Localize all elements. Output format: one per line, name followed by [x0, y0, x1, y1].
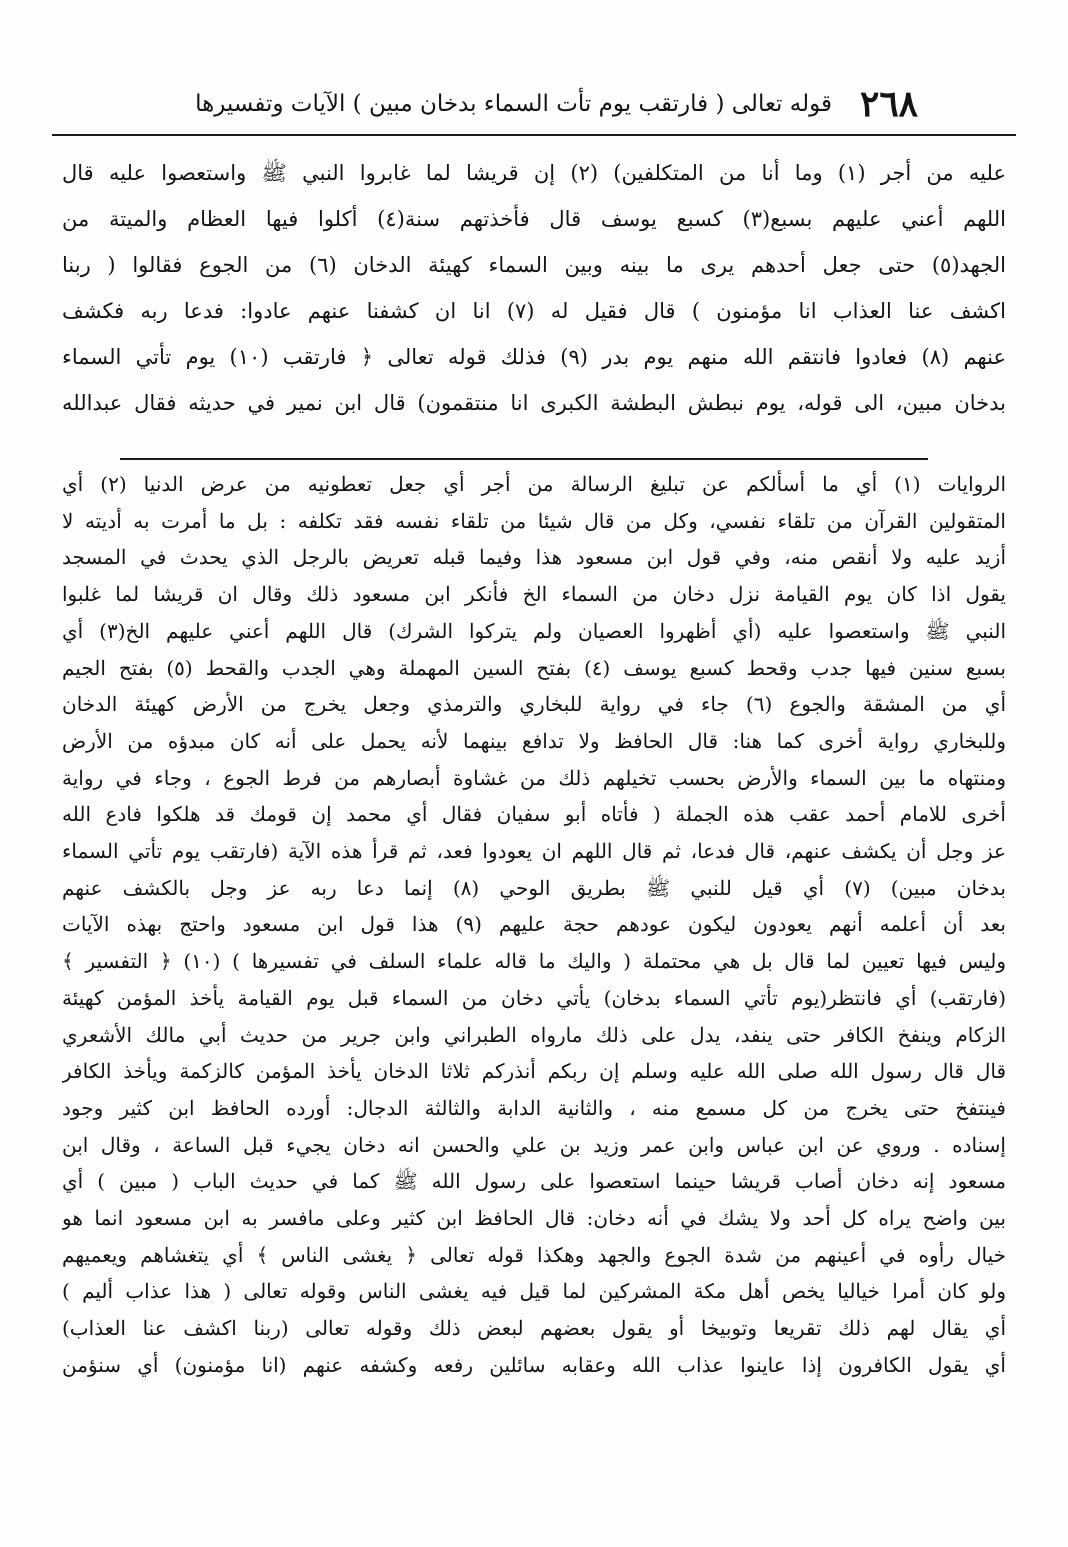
- commentary-line: المتقولين القرآن من تلقاء نفسي، وكل من قال شيئا من تلقاء نفسه فقد تكلفه : بل ما أمرت به أديته لا: [62, 508, 1006, 533]
- commentary-line: بعد أن أعلمه أنهم يعودون ليكون عودهم حجة عليهم (٩) هذا قول ابن مسعود واحتج بهذه الآيات: [62, 912, 1006, 937]
- commentary-line: أخرى للامام أحمد عقب هذه الجملة ( فأتاه أبو سفيان فقال أي محمد إن قومك قد هلكوا فادع الله: [62, 802, 1006, 827]
- commentary-line: بين واضح يراه كل أحد ولا يشك في أنه دخان: قال الحافظ ابن كثير وعلى مافسر به ابن مسعود انما هو: [62, 1206, 1006, 1231]
- hadith-line: بدخان مبين، الى قوله، يوم نبطش البطشة الكبرى انا منتقمون) قال ابن نمير في حديثه فقال عبدالله: [62, 391, 1006, 415]
- commentary-line: بدخان مبين) (٧) أي قيل للنبي ﷺ بطريق الوحي (٨) إنما دعا ربه عز وجل بالكشف عنهم: [62, 875, 1006, 900]
- commentary-line: قال قال رسول الله صلى الله عليه وسلم إن ربكم أنذركم ثلاثا الدخان يأخذ المؤمن كالزكمة ويأخذ الكافر: [62, 1059, 1006, 1084]
- commentary-text: [62, 466, 1006, 1384]
- running-title: قوله تعالى ( فارتقب يوم تأت السماء بدخان مبين ) الآيات وتفسيرها: [195, 91, 832, 117]
- commentary-line: مسعود إنه دخان أصاب قريشا حينما استعصوا على رسول الله ﷺ كما في حديث الباب ( مبين ) أي: [62, 1169, 1006, 1194]
- footnote-separator: [120, 458, 928, 460]
- commentary-line: عز وجل أن يكشف عنهم، قال فدعا، ثم قال اللهم ان يعودوا فعد، ثم قرأ هذه الآية (فارتقب يوم تأتي السماء: [62, 839, 1006, 864]
- hadith-line: اللهم أعني عليهم بسبع(٣) كسبع يوسف قال فأخذتهم سنة(٤) أكلوا فيها العظام والميتة من: [62, 207, 1006, 231]
- commentary-line: النبي ﷺ واستعصوا عليه (أي أظهروا العصيان ولم يتركوا الشرك) قال اللهم أعني عليهم الخ(٣) أي: [62, 618, 1006, 643]
- hadith-line: عنهم (٨) فعادوا فانتقم الله منهم يوم بدر (٩) فذلك قوله تعالى ﴿ فارتقب (١٠) يوم تأتي السماء: [62, 345, 1006, 369]
- commentary-line: الزكام وينفخ الكافر حتى ينفد، يدل على ذلك مارواه الطبراني وابن جرير من حديث أبي مالك الأشعري: [62, 1022, 1006, 1047]
- commentary-line: يقول اذا كان يوم القيامة نزل دخان من السماء الخ فأنكر ابن مسعود ذلك وقال ان قريشا لما غلبوا: [62, 582, 1006, 607]
- page-number: ٢٦٨: [859, 83, 918, 125]
- page-header: [150, 82, 918, 126]
- commentary-line: أي من المشقة والجوع (٦) جاء في رواية للبخاري والترمذي وجعل يخرج من الأرض كهيئة الدخان: [62, 692, 1006, 717]
- commentary-line: ومنتهاه ما بين السماء والأرض بحسب تخيلهم ذلك من غشاوة أبصارهم من فرط الجوع ، وجاء في رواية: [62, 765, 1006, 790]
- commentary-line: أزيد عليه ولا أنقص منه، وفي قول ابن مسعود هذا وفيما قبله تعريض بالرجل الذي يحدث في المسجد: [62, 545, 1006, 570]
- commentary-line: أي يقال لهم ذلك تقريعا وتوبيخا أو يقول بعضهم لبعض ذلك وقوله تعالى (ربنا اكشف عنا العذاب): [62, 1316, 1006, 1341]
- commentary-line: فينتفخ حتى يخرج من كل مسمع منه ، والثانية الدابة والثالثة الدجال: أورده الحافظ ابن كثير وجود: [62, 1095, 1006, 1120]
- commentary-line: بسبع سنين فيها جدب وقحط كسبع يوسف (٤) بفتح السين المهملة وهي الجدب والقحط (٥) بفتح الجيم: [62, 655, 1006, 680]
- hadith-line: عليه من أجر (١) وما أنا من المتكلفين) (٢) إن قريشا لما غابروا النبي ﷺ واستعصوا عليه قال: [62, 161, 1006, 185]
- commentary-line: أي يقول الكافرون إذا عاينوا عذاب الله وعقابه سائلين رفعه وكشفه عنهم (انا مؤمنون) أي سنؤمن: [62, 1352, 1006, 1377]
- commentary-line: خيال رأوه في أعينهم من شدة الجوع والجهد وهكذا قوله تعالى ﴿ يغشى الناس ﴾ أي يتغشاهم ويعميهم: [62, 1242, 1006, 1267]
- commentary-line: الروايات (١) أي ما أسألكم عن تبليغ الرسالة من أجر أي جعل تعطونيه من عرض الدنيا (٢) أي: [62, 472, 1006, 496]
- commentary-line: (فارتقب) أي فانتظر(يوم تأتي السماء بدخان) يأتي دخان من السماء قبل يوم القيامة يأخذ المؤمن كهيئة: [62, 985, 1006, 1010]
- header-rule: [52, 134, 1016, 136]
- commentary-line: وليس فيها تعيين لما قال بل هي محتملة ( واليك ما قاله علماء السلف في تفسيرها ) (١٠) ﴿ التفسير ﴾: [62, 949, 1006, 974]
- commentary-line: إسناده . وروي عن ابن عباس وابن عمر وزيد بن علي والحسن انه دخان يجيء قبل الساعة ، وقال ابن: [62, 1132, 1006, 1157]
- hadith-line: اكشف عنا العذاب انا مؤمنون ) قال فقيل له (٧) انا ان كشفنا عنهم عادوا: فدعا ربه فكشف: [62, 299, 1006, 323]
- hadith-line: الجهد(٥) حتى جعل أحدهم يرى ما بينه وبين السماء كهيئة الدخان (٦) من الجوع فقالوا ( ربنا: [62, 253, 1006, 277]
- commentary-line: وللبخاري رواية أخرى كما هنا: قال الحافظ ولا تدافع بينهما لأنه يحمل على أنه كان مبدؤه من الأرض: [62, 728, 1006, 753]
- hadith-text: [62, 150, 1006, 426]
- commentary-line: ولو كان أمرا خياليا يخص أهل مكة المشركين لما قيل فيه يغشى الناس وقوله تعالى ( هذا عذاب أليم ): [62, 1279, 1006, 1304]
